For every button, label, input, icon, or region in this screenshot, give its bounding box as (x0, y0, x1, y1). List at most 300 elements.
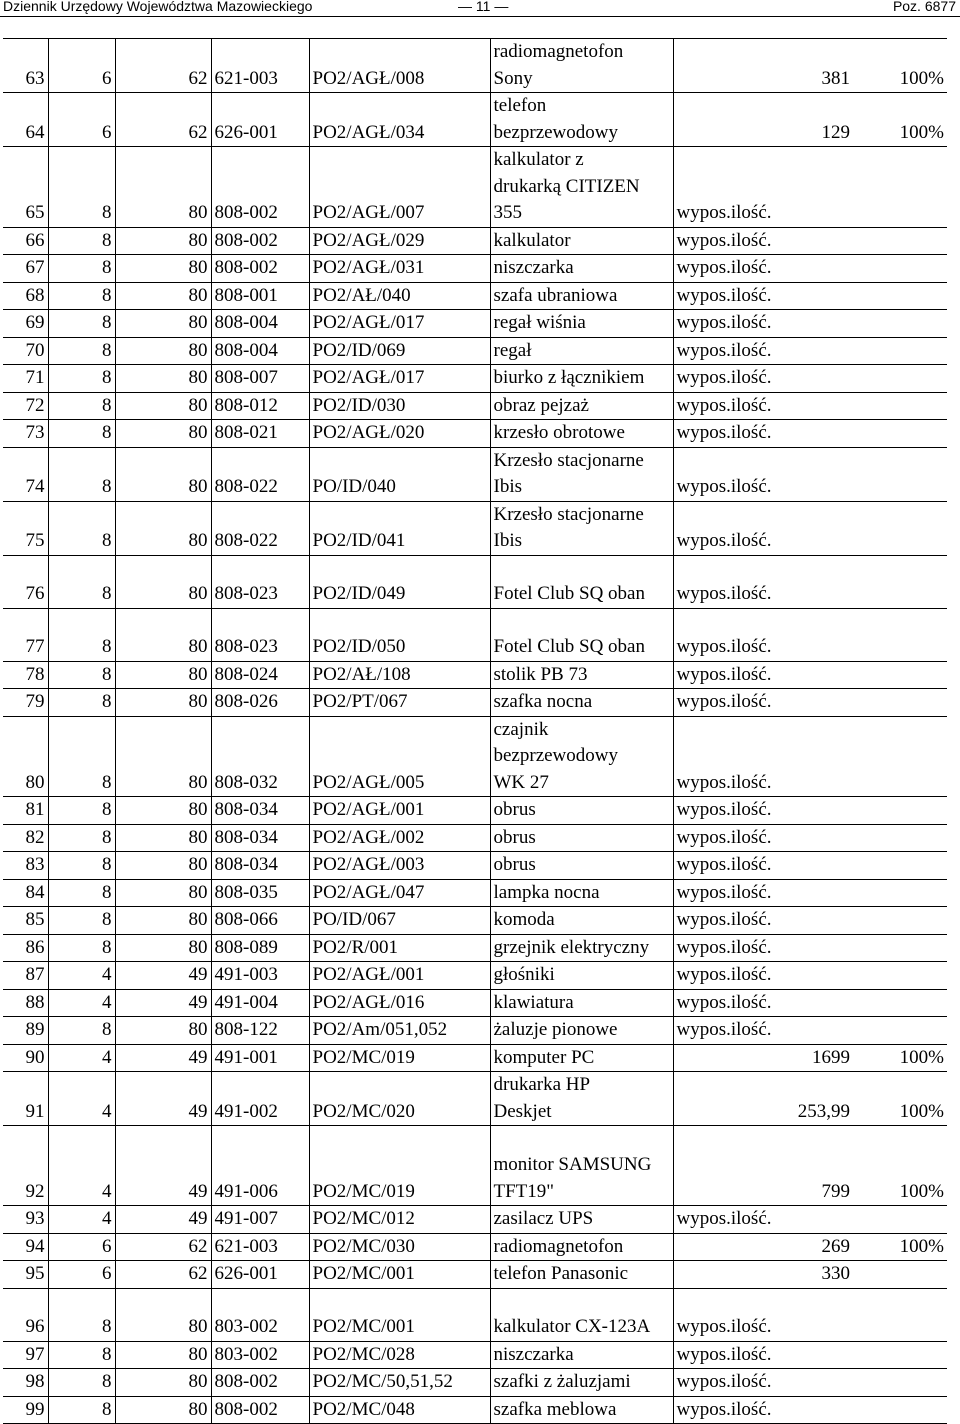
group-code: 8 (48, 337, 115, 365)
item-status (673, 1072, 793, 1126)
depreciation-percent (853, 934, 947, 962)
item-name: komoda (490, 907, 673, 935)
kst-code: 808-021 (211, 420, 309, 448)
item-name: obraz pejzaż (490, 392, 673, 420)
depreciation-percent (853, 689, 947, 717)
item-name: biurko z łącznikiem (490, 365, 673, 393)
item-value (793, 447, 853, 501)
item-value (793, 255, 853, 283)
category-code: 80 (115, 282, 211, 310)
group-code: 4 (48, 989, 115, 1017)
row-number: 78 (3, 661, 48, 689)
row-number: 63 (3, 39, 48, 93)
row-number: 89 (3, 1017, 48, 1045)
row-number: 80 (3, 716, 48, 797)
category-code: 62 (115, 39, 211, 93)
table-row (3, 1072, 947, 1126)
depreciation-percent (853, 907, 947, 935)
kst-code: 808-034 (211, 852, 309, 880)
item-name: szafka nocna (490, 689, 673, 717)
table-row (3, 1126, 947, 1206)
inventory-number: PO2/MC/048 (309, 1396, 490, 1424)
row-number: 92 (3, 1126, 48, 1206)
item-name: Krzesło stacjonarne Ibis (490, 447, 673, 501)
category-code: 80 (115, 1288, 211, 1341)
item-status: wypos.ilość. (673, 337, 793, 365)
table-row (3, 1341, 947, 1369)
table-row (3, 337, 947, 365)
inventory-number: PO2/AGŁ/029 (309, 227, 490, 255)
depreciation-percent (853, 1396, 947, 1424)
kst-code: 808-002 (211, 147, 309, 228)
table-row (3, 1396, 947, 1424)
inventory-number: PO2/AŁ/108 (309, 661, 490, 689)
table-row (3, 797, 947, 825)
inventory-rows (3, 39, 947, 1424)
item-status: wypos.ilość. (673, 824, 793, 852)
depreciation-percent (853, 824, 947, 852)
row-number: 77 (3, 608, 48, 661)
group-code: 8 (48, 1396, 115, 1424)
table-row (3, 907, 947, 935)
category-code: 80 (115, 1017, 211, 1045)
item-value: 381 (793, 39, 853, 93)
kst-code: 491-002 (211, 1072, 309, 1126)
table-row (3, 1288, 947, 1341)
item-status: wypos.ilość. (673, 879, 793, 907)
item-value (793, 501, 853, 555)
table-row (3, 689, 947, 717)
item-value: 129 (793, 93, 853, 147)
item-name: niszczarka (490, 255, 673, 283)
category-code: 49 (115, 962, 211, 990)
kst-code: 808-002 (211, 255, 309, 283)
category-code: 80 (115, 716, 211, 797)
item-value (793, 1206, 853, 1234)
table-row (3, 1044, 947, 1072)
group-code: 8 (48, 1341, 115, 1369)
row-number: 91 (3, 1072, 48, 1126)
item-value (793, 1288, 853, 1341)
row-number: 96 (3, 1288, 48, 1341)
group-code: 8 (48, 420, 115, 448)
group-code: 8 (48, 879, 115, 907)
table-row (3, 39, 947, 93)
table-row (3, 93, 947, 147)
item-status: wypos.ilość. (673, 934, 793, 962)
item-value: 253,99 (793, 1072, 853, 1126)
item-status: wypos.ilość. (673, 392, 793, 420)
row-number: 76 (3, 555, 48, 608)
row-number: 74 (3, 447, 48, 501)
category-code: 80 (115, 337, 211, 365)
group-code: 4 (48, 1044, 115, 1072)
kst-code: 808-022 (211, 447, 309, 501)
table-row (3, 227, 947, 255)
item-value (793, 716, 853, 797)
kst-code: 491-007 (211, 1206, 309, 1234)
category-code: 80 (115, 420, 211, 448)
row-number: 71 (3, 365, 48, 393)
item-value (793, 989, 853, 1017)
item-name: szafa ubraniowa (490, 282, 673, 310)
row-number: 81 (3, 797, 48, 825)
depreciation-percent (853, 1017, 947, 1045)
group-code: 8 (48, 716, 115, 797)
table-row (3, 501, 947, 555)
row-number: 84 (3, 879, 48, 907)
depreciation-percent (853, 282, 947, 310)
table-row (3, 255, 947, 283)
category-code: 80 (115, 797, 211, 825)
category-code: 49 (115, 1126, 211, 1206)
item-status: wypos.ilość. (673, 1288, 793, 1341)
item-name: radiomagnetofon (490, 1233, 673, 1261)
item-status: wypos.ilość. (673, 962, 793, 990)
page-number: — 11 — (458, 0, 509, 14)
inventory-number: PO2/AGŁ/016 (309, 989, 490, 1017)
position-number: Poz. 6877 (892, 0, 956, 14)
group-code: 8 (48, 501, 115, 555)
kst-code: 491-003 (211, 962, 309, 990)
table-row (3, 555, 947, 608)
item-value (793, 1396, 853, 1424)
kst-code: 808-023 (211, 555, 309, 608)
item-name: radiomagnetofon Sony (490, 39, 673, 93)
item-status: wypos.ilość. (673, 365, 793, 393)
item-value (793, 852, 853, 880)
depreciation-percent (853, 661, 947, 689)
group-code: 8 (48, 447, 115, 501)
table-row (3, 852, 947, 880)
category-code: 80 (115, 852, 211, 880)
depreciation-percent (853, 852, 947, 880)
kst-code: 808-035 (211, 879, 309, 907)
inventory-number: PO2/AGŁ/020 (309, 420, 490, 448)
inventory-number: PO2/MC/030 (309, 1233, 490, 1261)
group-code: 8 (48, 147, 115, 228)
inventory-number: PO2/MC/001 (309, 1288, 490, 1341)
group-code: 8 (48, 392, 115, 420)
category-code: 62 (115, 1233, 211, 1261)
inventory-number: PO2/R/001 (309, 934, 490, 962)
item-name: zasilacz UPS (490, 1206, 673, 1234)
depreciation-percent: 100% (853, 39, 947, 93)
inventory-number: PO2/AGŁ/007 (309, 147, 490, 228)
inventory-number: PO2/AGŁ/034 (309, 93, 490, 147)
row-number: 75 (3, 501, 48, 555)
category-code: 49 (115, 1044, 211, 1072)
item-value: 269 (793, 1233, 853, 1261)
item-status (673, 1044, 793, 1072)
kst-code: 808-007 (211, 365, 309, 393)
group-code: 8 (48, 1288, 115, 1341)
kst-code: 808-001 (211, 282, 309, 310)
kst-code: 808-034 (211, 797, 309, 825)
group-code: 6 (48, 39, 115, 93)
depreciation-percent (853, 365, 947, 393)
inventory-table (3, 38, 947, 1424)
depreciation-percent (853, 255, 947, 283)
row-number: 93 (3, 1206, 48, 1234)
kst-code: 808-089 (211, 934, 309, 962)
kst-code: 803-002 (211, 1341, 309, 1369)
category-code: 80 (115, 879, 211, 907)
row-number: 97 (3, 1341, 48, 1369)
group-code: 8 (48, 934, 115, 962)
table-row (3, 365, 947, 393)
category-code: 49 (115, 989, 211, 1017)
inventory-number: PO2/MC/020 (309, 1072, 490, 1126)
kst-code: 808-004 (211, 310, 309, 338)
group-code: 8 (48, 365, 115, 393)
row-number: 99 (3, 1396, 48, 1424)
depreciation-percent (853, 1341, 947, 1369)
kst-code: 626-001 (211, 93, 309, 147)
category-code: 80 (115, 447, 211, 501)
item-status: wypos.ilość. (673, 1017, 793, 1045)
item-value (793, 608, 853, 661)
item-status: wypos.ilość. (673, 1206, 793, 1234)
row-number: 90 (3, 1044, 48, 1072)
item-name: regał (490, 337, 673, 365)
table-row (3, 1017, 947, 1045)
inventory-number: PO2/MC/019 (309, 1126, 490, 1206)
item-name: monitor SAMSUNG TFT19" (490, 1126, 673, 1206)
item-status: wypos.ilość. (673, 716, 793, 797)
page-header (0, 0, 960, 17)
item-name: kalkulator CX-123A (490, 1288, 673, 1341)
inventory-number: PO2/AGŁ/047 (309, 879, 490, 907)
row-number: 88 (3, 989, 48, 1017)
row-number: 98 (3, 1369, 48, 1397)
depreciation-percent (853, 420, 947, 448)
group-code: 8 (48, 555, 115, 608)
row-number: 87 (3, 962, 48, 990)
category-code: 80 (115, 501, 211, 555)
item-status: wypos.ilość. (673, 1396, 793, 1424)
group-code: 8 (48, 797, 115, 825)
item-name: komputer PC (490, 1044, 673, 1072)
inventory-number: PO2/AGŁ/001 (309, 797, 490, 825)
item-value (793, 147, 853, 228)
row-number: 69 (3, 310, 48, 338)
item-value (793, 661, 853, 689)
item-value (793, 1369, 853, 1397)
group-code: 4 (48, 1072, 115, 1126)
depreciation-percent (853, 447, 947, 501)
group-code: 4 (48, 1206, 115, 1234)
item-value (793, 824, 853, 852)
row-number: 70 (3, 337, 48, 365)
item-status: wypos.ilość. (673, 852, 793, 880)
depreciation-percent (853, 1369, 947, 1397)
depreciation-percent (853, 716, 947, 797)
item-value (793, 1341, 853, 1369)
category-code: 80 (115, 907, 211, 935)
depreciation-percent (853, 962, 947, 990)
kst-code: 808-026 (211, 689, 309, 717)
group-code: 8 (48, 1369, 115, 1397)
item-name: obrus (490, 852, 673, 880)
item-status: wypos.ilość. (673, 797, 793, 825)
inventory-number: PO2/AGŁ/005 (309, 716, 490, 797)
depreciation-percent: 100% (853, 93, 947, 147)
category-code: 80 (115, 608, 211, 661)
group-code: 8 (48, 227, 115, 255)
inventory-number: PO2/ID/030 (309, 392, 490, 420)
item-name: grzejnik elektryczny (490, 934, 673, 962)
category-code: 80 (115, 310, 211, 338)
item-status (673, 1233, 793, 1261)
item-status: wypos.ilość. (673, 255, 793, 283)
item-status (673, 93, 793, 147)
inventory-number: PO2/AGŁ/003 (309, 852, 490, 880)
row-number: 65 (3, 147, 48, 228)
inventory-number: PO2/MC/001 (309, 1261, 490, 1289)
inventory-number: PO2/AGŁ/017 (309, 365, 490, 393)
item-name: czajnik bezprzewodowy WK 27 (490, 716, 673, 797)
item-value (793, 879, 853, 907)
table-row (3, 1369, 947, 1397)
table-row (3, 447, 947, 501)
item-status (673, 39, 793, 93)
item-value (793, 555, 853, 608)
category-code: 80 (115, 227, 211, 255)
inventory-number: PO2/MC/019 (309, 1044, 490, 1072)
category-code: 80 (115, 1369, 211, 1397)
item-value: 799 (793, 1126, 853, 1206)
table-row (3, 1233, 947, 1261)
item-name: kalkulator (490, 227, 673, 255)
item-name: Fotel Club SQ oban (490, 555, 673, 608)
item-name: telefon bezprzewodowy (490, 93, 673, 147)
depreciation-percent (853, 879, 947, 907)
inventory-number: PO2/MC/028 (309, 1341, 490, 1369)
table-row (3, 282, 947, 310)
kst-code: 621-003 (211, 39, 309, 93)
group-code: 6 (48, 1233, 115, 1261)
table-row (3, 934, 947, 962)
category-code: 80 (115, 392, 211, 420)
category-code: 80 (115, 147, 211, 228)
item-status: wypos.ilość. (673, 420, 793, 448)
kst-code: 491-004 (211, 989, 309, 1017)
item-value (793, 689, 853, 717)
item-name: obrus (490, 824, 673, 852)
item-status: wypos.ilość. (673, 689, 793, 717)
category-code: 62 (115, 93, 211, 147)
group-code: 8 (48, 282, 115, 310)
table-row (3, 989, 947, 1017)
kst-code: 808-122 (211, 1017, 309, 1045)
kst-code: 808-066 (211, 907, 309, 935)
category-code: 80 (115, 555, 211, 608)
group-code: 6 (48, 93, 115, 147)
depreciation-percent: 100% (853, 1126, 947, 1206)
item-status: wypos.ilość. (673, 907, 793, 935)
group-code: 8 (48, 661, 115, 689)
group-code: 8 (48, 852, 115, 880)
inventory-number: PO2/Am/051,052 (309, 1017, 490, 1045)
row-number: 68 (3, 282, 48, 310)
item-name: lampka nocna (490, 879, 673, 907)
table-row (3, 1206, 947, 1234)
item-value: 1699 (793, 1044, 853, 1072)
depreciation-percent (853, 555, 947, 608)
kst-code: 808-004 (211, 337, 309, 365)
row-number: 95 (3, 1261, 48, 1289)
item-name: krzesło obrotowe (490, 420, 673, 448)
table-row (3, 716, 947, 797)
kst-code: 808-024 (211, 661, 309, 689)
kst-code: 808-034 (211, 824, 309, 852)
item-status: wypos.ilość. (673, 501, 793, 555)
item-value (793, 797, 853, 825)
item-status: wypos.ilość. (673, 282, 793, 310)
group-code: 4 (48, 962, 115, 990)
group-code: 8 (48, 824, 115, 852)
group-code: 8 (48, 310, 115, 338)
depreciation-percent (853, 608, 947, 661)
inventory-number: PO2/AŁ/040 (309, 282, 490, 310)
inventory-number: PO2/ID/050 (309, 608, 490, 661)
item-name: kalkulator z drukarką CITIZEN 355 (490, 147, 673, 228)
item-name: Krzesło stacjonarne Ibis (490, 501, 673, 555)
inventory-number: PO2/AGŁ/031 (309, 255, 490, 283)
kst-code: 808-012 (211, 392, 309, 420)
row-number: 94 (3, 1233, 48, 1261)
item-value (793, 962, 853, 990)
inventory-number: PO2/ID/041 (309, 501, 490, 555)
item-name: szafka meblowa (490, 1396, 673, 1424)
category-code: 80 (115, 1341, 211, 1369)
kst-code: 621-003 (211, 1233, 309, 1261)
item-name: głośniki (490, 962, 673, 990)
group-code: 4 (48, 1126, 115, 1206)
table-row (3, 879, 947, 907)
depreciation-percent (853, 310, 947, 338)
category-code: 80 (115, 255, 211, 283)
item-name: klawiatura (490, 989, 673, 1017)
category-code: 80 (115, 689, 211, 717)
item-name: Fotel Club SQ oban (490, 608, 673, 661)
group-code: 8 (48, 608, 115, 661)
item-status: wypos.ilość. (673, 1369, 793, 1397)
table-row (3, 1261, 947, 1289)
item-status: wypos.ilość. (673, 555, 793, 608)
table-row (3, 661, 947, 689)
table-row (3, 962, 947, 990)
depreciation-percent (853, 1261, 947, 1289)
kst-code: 808-002 (211, 1396, 309, 1424)
depreciation-percent (853, 1206, 947, 1234)
item-value (793, 227, 853, 255)
item-value (793, 282, 853, 310)
row-number: 67 (3, 255, 48, 283)
item-value (793, 1017, 853, 1045)
item-value (793, 310, 853, 338)
item-value (793, 934, 853, 962)
kst-code: 808-023 (211, 608, 309, 661)
inventory-number: PO2/AGŁ/008 (309, 39, 490, 93)
item-status: wypos.ilość. (673, 608, 793, 661)
item-name: regał wiśnia (490, 310, 673, 338)
item-value (793, 907, 853, 935)
group-code: 8 (48, 1017, 115, 1045)
table-row (3, 824, 947, 852)
depreciation-percent (853, 392, 947, 420)
